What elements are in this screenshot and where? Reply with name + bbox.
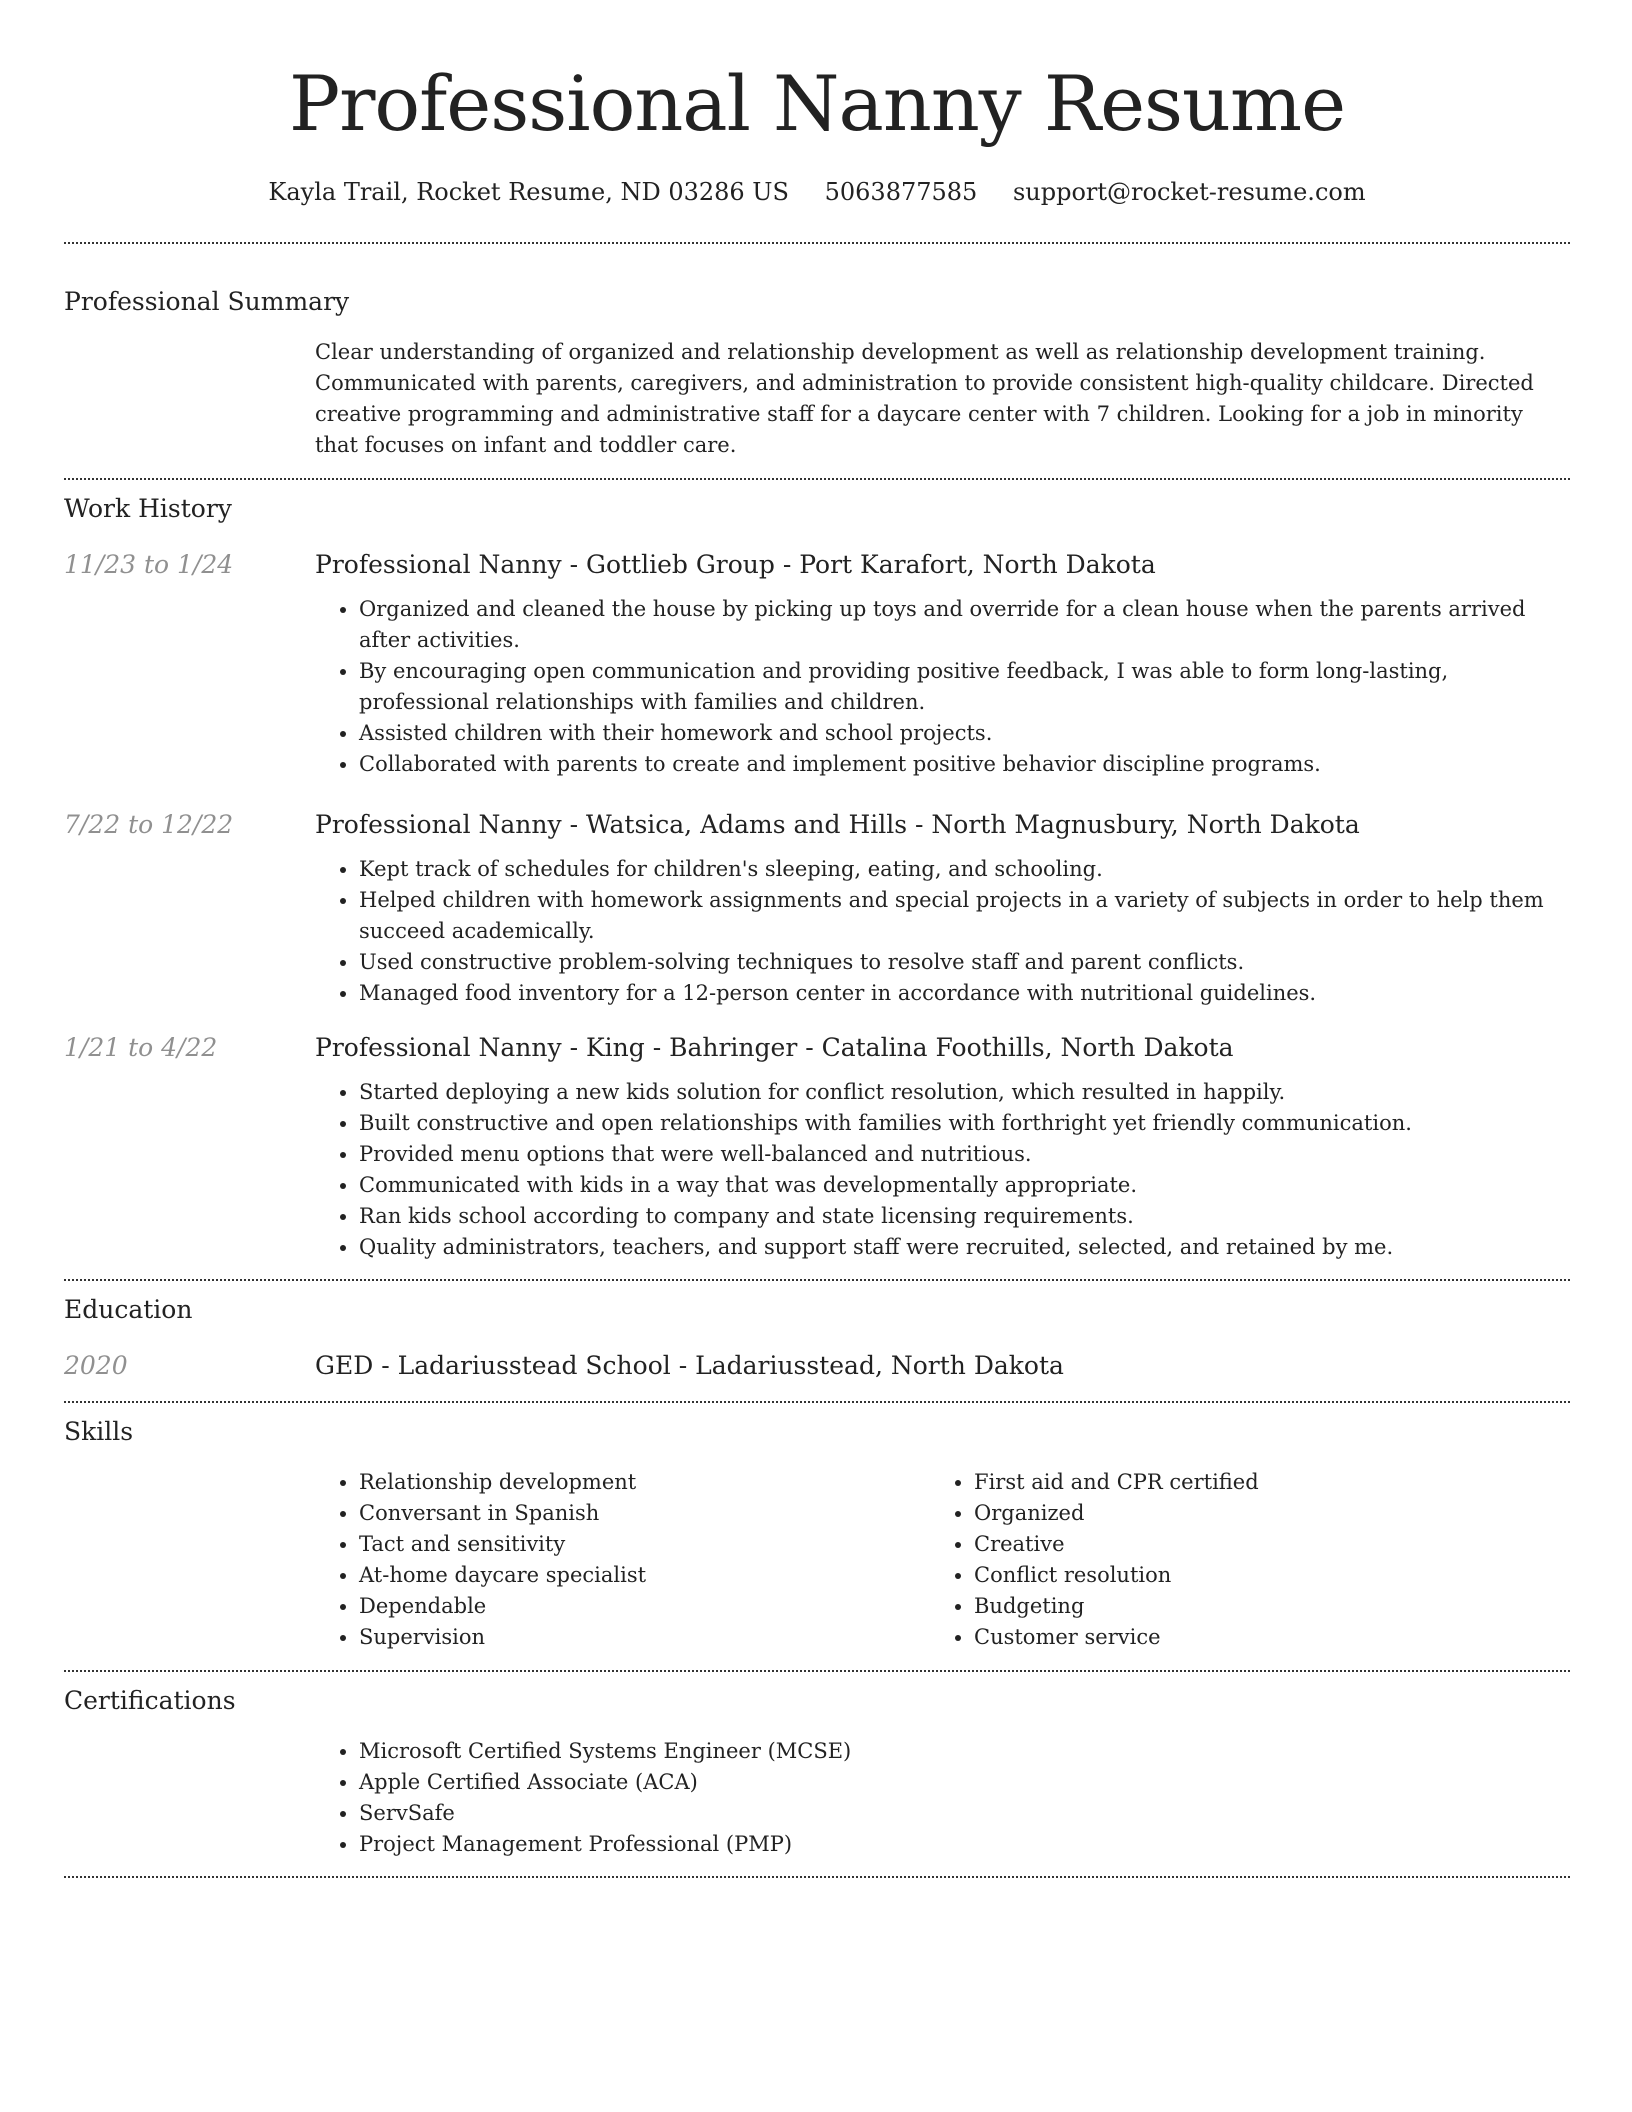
- contact-address: Kayla Trail, Rocket Resume, ND 03286 US: [268, 178, 789, 206]
- divider: [64, 1876, 1570, 1878]
- list-item: • Customer service: [974, 1622, 1545, 1653]
- resume-title: Professional Nanny Resume: [288, 59, 1346, 148]
- job-title: Professional Nanny - Gottlieb Group - Port Karafort, North Dakota: [315, 550, 1156, 579]
- list-item: • Organized: [974, 1498, 1545, 1529]
- list-item: • Provided menu options that were well-balanced and nutritious.: [359, 1139, 1570, 1170]
- job-bullets: [315, 854, 1570, 1009]
- job-dates: 7/22 to 12/22: [64, 810, 234, 839]
- list-item: • Ran kids school according to company and state licensing requirements.: [359, 1201, 1570, 1232]
- list-item: • Used constructive problem-solving techniques to resolve staff and parent conflicts.: [359, 947, 1570, 978]
- job-title: Professional Nanny - Watsica, Adams and Hills - North Magnusbury, North Dakota: [315, 810, 1360, 839]
- list-item: • Budgeting: [974, 1591, 1545, 1622]
- contact-email: support@rocket-resume.com: [1012, 178, 1366, 206]
- skills-section: [64, 1403, 1570, 1653]
- section-heading: Professional Summary: [64, 287, 350, 316]
- list-item: • Kept track of schedules for children's sleeping, eating, and schooling.: [359, 854, 1570, 885]
- education-entry: [64, 1349, 1570, 1383]
- work-history-section: [64, 480, 1570, 1263]
- summary-section: [64, 244, 1570, 461]
- resume-page: [64, 0, 1570, 1878]
- list-item: • Quality administrators, teachers, and support staff were recruited, selected, and retained by me.: [359, 1232, 1570, 1263]
- job-entry: [64, 1031, 1570, 1263]
- list-item: • Organized and cleaned the house by picking up toys and override for a clean house when the parents arrived after activities.: [359, 594, 1570, 656]
- skills-list-left: [315, 1467, 930, 1653]
- section-heading: Work History: [64, 494, 232, 523]
- list-item: • First aid and CPR certified: [974, 1467, 1545, 1498]
- list-item: • Communicated with kids in a way that was developmentally appropriate.: [359, 1170, 1570, 1201]
- list-item: • By encouraging open communication and providing positive feedback, I was able to form long-lasting, professional relationships with families and children.: [359, 656, 1570, 718]
- contact-line: [64, 174, 1570, 210]
- list-item: • Microsoft Certified Systems Engineer (MCSE): [359, 1736, 1570, 1767]
- job-bullets: [315, 594, 1570, 780]
- list-item: • Built constructive and open relationships with families with forthright yet friendly communication.: [359, 1108, 1570, 1139]
- list-item: • Collaborated with parents to create and implement positive behavior discipline programs.: [359, 749, 1570, 780]
- section-heading: Education: [64, 1295, 193, 1324]
- education-title: GED - Ladariusstead School - Ladariusstead, North Dakota: [315, 1351, 1064, 1380]
- list-item: • Managed food inventory for a 12-person center in accordance with nutritional guidelines.: [359, 978, 1570, 1009]
- list-item: • Conversant in Spanish: [359, 1498, 930, 1529]
- certifications-list: [315, 1736, 1570, 1860]
- job-dates: 11/23 to 1/24: [64, 550, 234, 579]
- education-dates: 2020: [64, 1351, 128, 1380]
- section-heading: Skills: [64, 1417, 134, 1446]
- list-item: • Tact and sensitivity: [359, 1529, 930, 1560]
- job-entry: [64, 808, 1570, 1009]
- list-item: • Project Management Professional (PMP): [359, 1829, 1570, 1860]
- summary-text: Clear understanding of organized and relationship development as well as relationship development training. Communicated with parents, caregivers, and administration to provide consistent high-quality childcare. Directed creative programming and administrative staff for a daycare center with 7 children. Looking for a job in minority that focuses on infant and toddler care.: [315, 340, 1534, 457]
- contact-phone: 5063877585: [824, 178, 978, 206]
- section-heading: Certifications: [64, 1686, 236, 1715]
- list-item: • Relationship development: [359, 1467, 930, 1498]
- education-section: [64, 1281, 1570, 1383]
- list-item: • At-home daycare specialist: [359, 1560, 930, 1591]
- list-item: • Creative: [974, 1529, 1545, 1560]
- skills-grid: [315, 1467, 1570, 1653]
- certifications-section: [64, 1672, 1570, 1860]
- job-entry: [64, 548, 1570, 780]
- job-dates: 1/21 to 4/22: [64, 1033, 218, 1062]
- list-item: • Supervision: [359, 1622, 930, 1653]
- list-item: • Dependable: [359, 1591, 930, 1622]
- list-item: • Started deploying a new kids solution for conflict resolution, which resulted in happily.: [359, 1077, 1570, 1108]
- list-item: • Conflict resolution: [974, 1560, 1545, 1591]
- job-title: Professional Nanny - King - Bahringer - Catalina Foothills, North Dakota: [315, 1033, 1234, 1062]
- job-bullets: [315, 1077, 1570, 1263]
- list-item: • ServSafe: [359, 1798, 1570, 1829]
- list-item: • Apple Certified Associate (ACA): [359, 1767, 1570, 1798]
- list-item: • Helped children with homework assignments and special projects in a variety of subjects in order to help them succeed academically.: [359, 885, 1570, 947]
- list-item: • Assisted children with their homework and school projects.: [359, 718, 1570, 749]
- skills-list-right: [930, 1467, 1545, 1653]
